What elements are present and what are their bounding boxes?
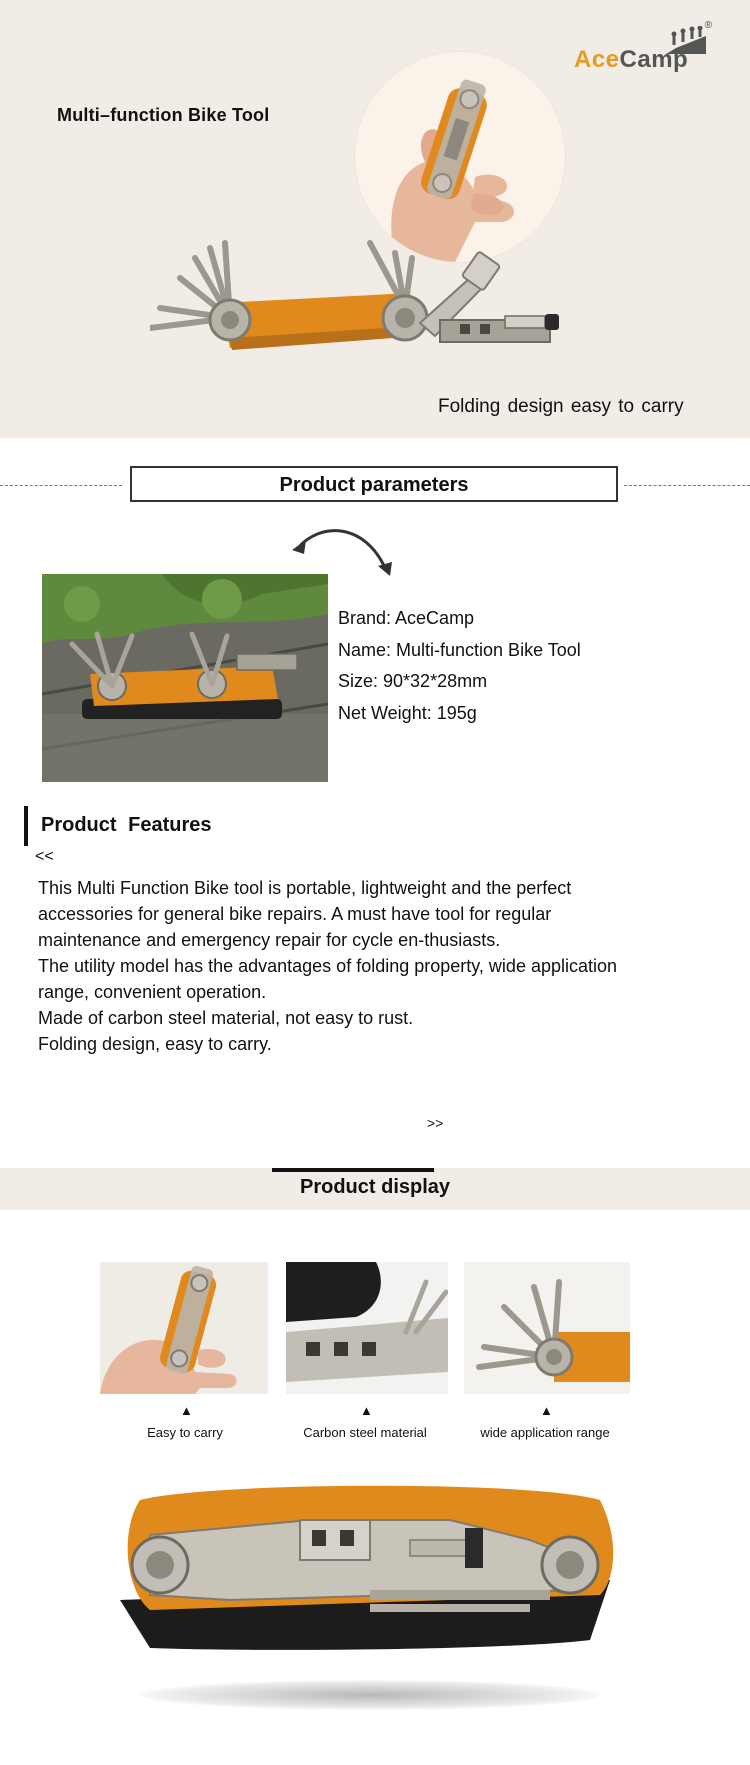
parameters-title: Product parameters (279, 474, 469, 496)
registered-mark: ® (704, 20, 712, 31)
curved-arrows-icon (290, 520, 400, 580)
hero-title: Multi–function Bike Tool (57, 105, 270, 125)
spec-brand: Brand: AceCamp (338, 608, 475, 628)
divider-dashed-right (624, 485, 750, 486)
spec-list (338, 603, 581, 729)
parameters-header (130, 466, 618, 502)
features-description (38, 875, 638, 1057)
thumb-wide-application (464, 1262, 630, 1394)
divider-dashed-left (0, 485, 122, 486)
spec-size: Size: 90*32*28mm (338, 671, 488, 691)
caption-easy-to-carry: Easy to carry (147, 1425, 223, 1440)
unfolded-tool-image (150, 238, 600, 388)
features-close-quote: >> (427, 1115, 444, 1131)
marker-triangle-icon: ▲ (540, 1403, 553, 1418)
features-paragraph: The utility model has the advantages of folding property, wide application range, convenient operation. (38, 956, 618, 1002)
features-title: Product Features (41, 814, 212, 836)
caption-wide-application: wide application range (480, 1425, 610, 1440)
hero-caption: Folding design easy to carry (438, 396, 684, 417)
features-accent-bar (24, 806, 28, 846)
hero-banner (0, 0, 750, 438)
tool-on-wood-photo (42, 574, 328, 782)
features-paragraph: Made of carbon steel material, not easy to rust. (38, 1008, 414, 1028)
marker-triangle-icon: ▲ (360, 1403, 373, 1418)
thumb-easy-to-carry (100, 1262, 268, 1394)
spec-net-weight: Net Weight: 195g (338, 702, 477, 723)
marker-triangle-icon: ▲ (180, 1403, 193, 1418)
features-open-quote: << (35, 848, 54, 865)
brand-logo (574, 20, 714, 76)
product-shadow (140, 1680, 600, 1710)
features-paragraph: Folding design, easy to carry. (38, 1034, 272, 1054)
caption-carbon-steel: Carbon steel material (303, 1425, 427, 1440)
folded-tool-image (110, 1480, 620, 1660)
hand-holding-tool-image (355, 52, 565, 262)
display-title: Product display (299, 1176, 451, 1198)
thumb-carbon-steel (286, 1262, 448, 1394)
logo-wordmark: AceCamp (574, 46, 689, 73)
spec-name: Name: Multi-function Bike Tool (338, 639, 581, 660)
display-header-line (272, 1168, 434, 1172)
features-paragraph: This Multi Function Bike tool is portable, lightweight and the perfect accessories for general bike repairs. A must have tool for regular maintenance and emergency repair for cycle en-thusiasts. (38, 878, 572, 950)
